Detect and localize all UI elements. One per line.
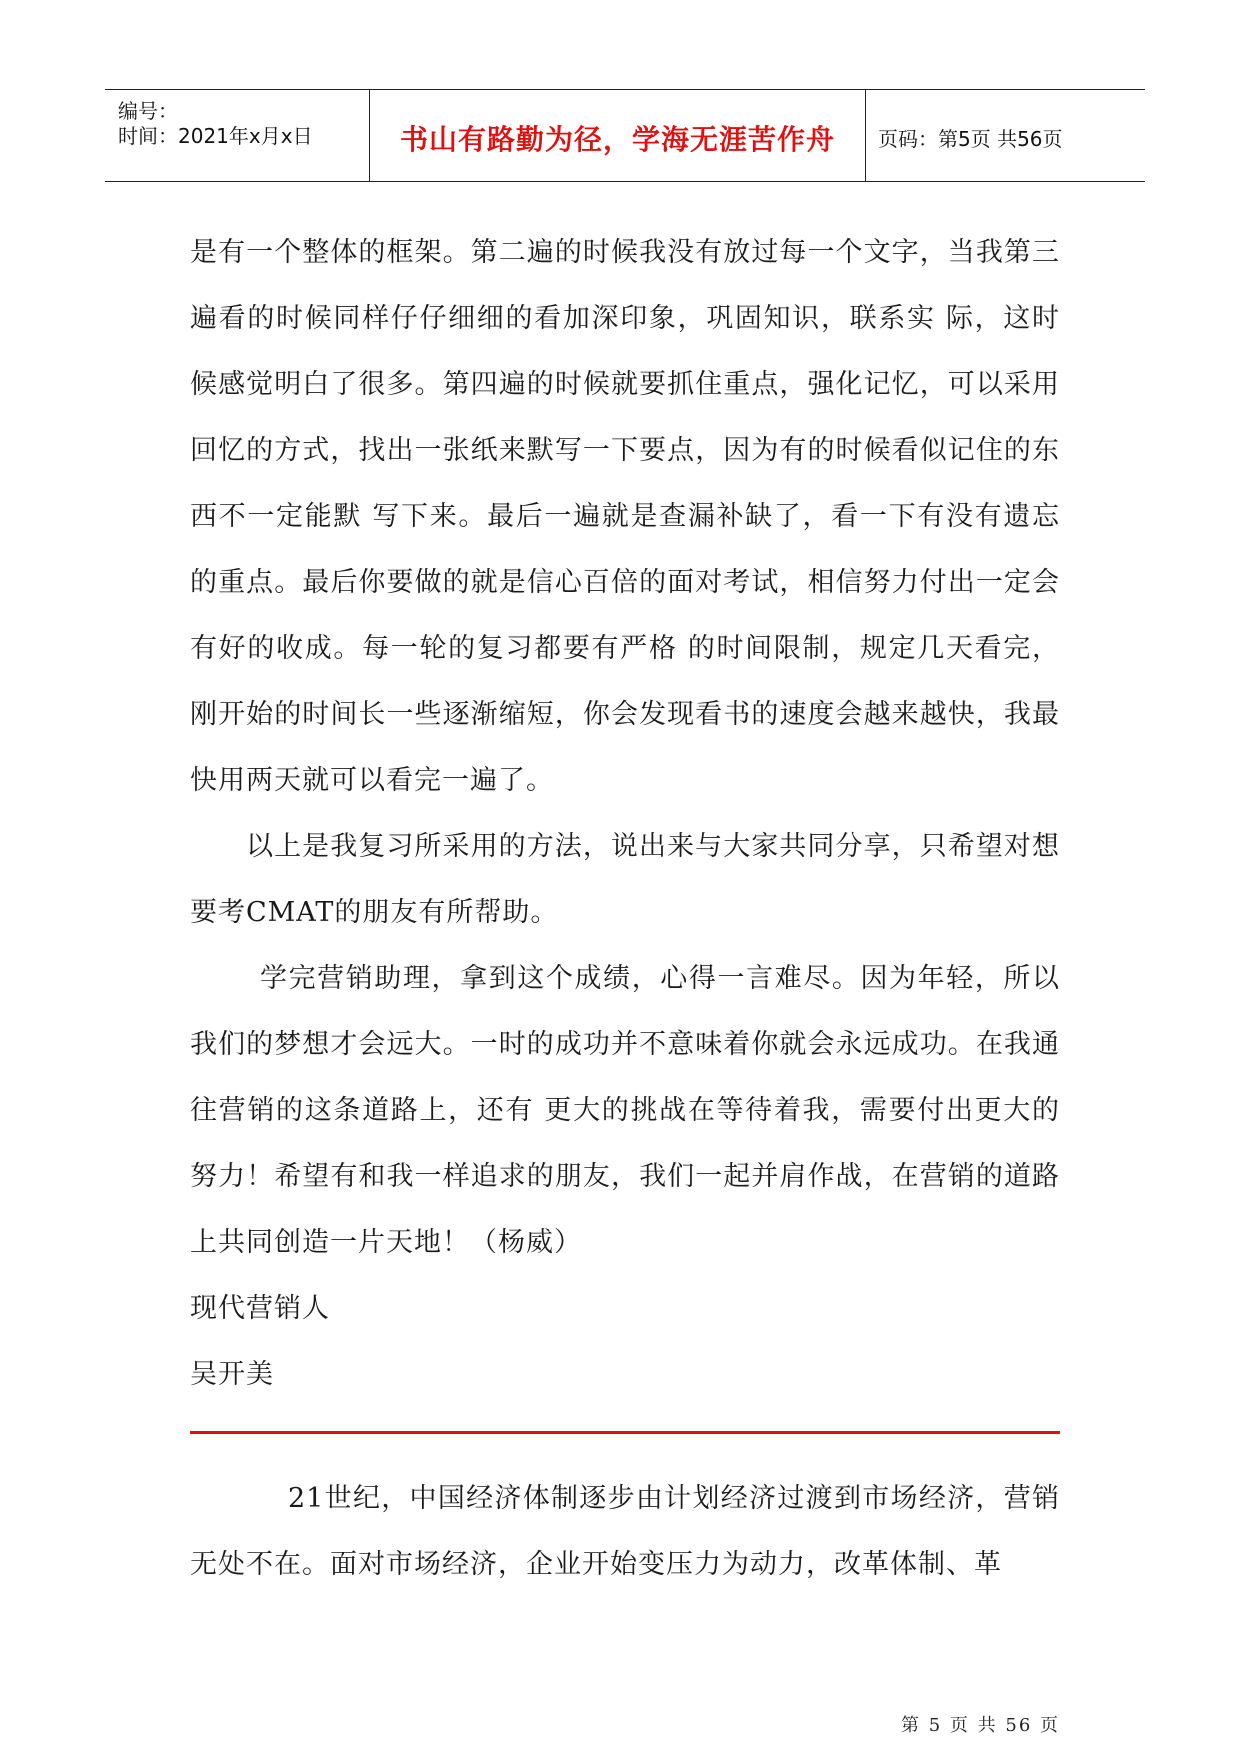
header-motto: 书山有路勤为径，学海无涯苦作舟 <box>399 123 835 156</box>
document-time-label: 时间：2021年x月x日 <box>118 124 313 148</box>
author-affiliation: 现代营销人 <box>190 1293 330 1324</box>
header-page-cell <box>866 90 1145 181</box>
body-paragraph-1: 是有一个整体的框架。第二遍的时候我没有放过每一个文字，当我第三遍看的时候同样仔仔细细的看加深印象，巩固知识，联系实 际，这时候感觉明白了很多。第四遍的时候就要抓住重点，强化记忆，可以采用回忆的方式，找出一张纸来默写一下要点，因为有的时候看似记住的东西不一定能默 写下来。最后一遍就是查漏补缺了，看一下有没有遗忘的重点。最后你要做的就是信心百倍的面对考试，相信努力付出一定会有好的收成。每一轮的复习都要有严格 的时间限制，规定几天看完，刚开始的时间长一些逐渐缩短，你会发现看书的速度会越来越快，我最快用两天就可以看完一遍了。 <box>190 237 1060 796</box>
header-meta-cell <box>105 90 370 181</box>
body-paragraph-2: 以上是我复习所采用的方法，说出来与大家共同分享，只希望对想要考CMAT的朋友有所帮助。 <box>190 831 1060 928</box>
document-body <box>190 220 1060 1408</box>
header-motto-cell <box>370 90 866 181</box>
body-paragraph-4: 21世纪，中国经济体制逐步由计划经济过渡到市场经济，营销无处不在。面对市场经济，企业开始变压力为动力，改革体制、革 <box>190 1483 1060 1580</box>
footer-page-number: 第 5 页 共 56 页 <box>901 1715 1060 1736</box>
section-divider <box>190 1431 1060 1434</box>
document-number-label: 编号： <box>118 99 178 123</box>
body-paragraph-3: 学完营销助理，拿到这个成绩，心得一言难尽。因为年轻，所以我们的梦想才会远大。一时的成功并不意味着你就会永远成功。在我通往营销的这条道路上，还有 更大的挑战在等待着我，需要付出更大的努力！希望有和我一样追求的朋友，我们一起并肩作战，在营销的道路上共同创造一片天地！（杨威） <box>190 963 1060 1258</box>
author-name: 吴开美 <box>190 1359 274 1390</box>
page-header <box>105 89 1145 182</box>
header-page-code: 页码：第5页 共56页 <box>878 127 1063 151</box>
